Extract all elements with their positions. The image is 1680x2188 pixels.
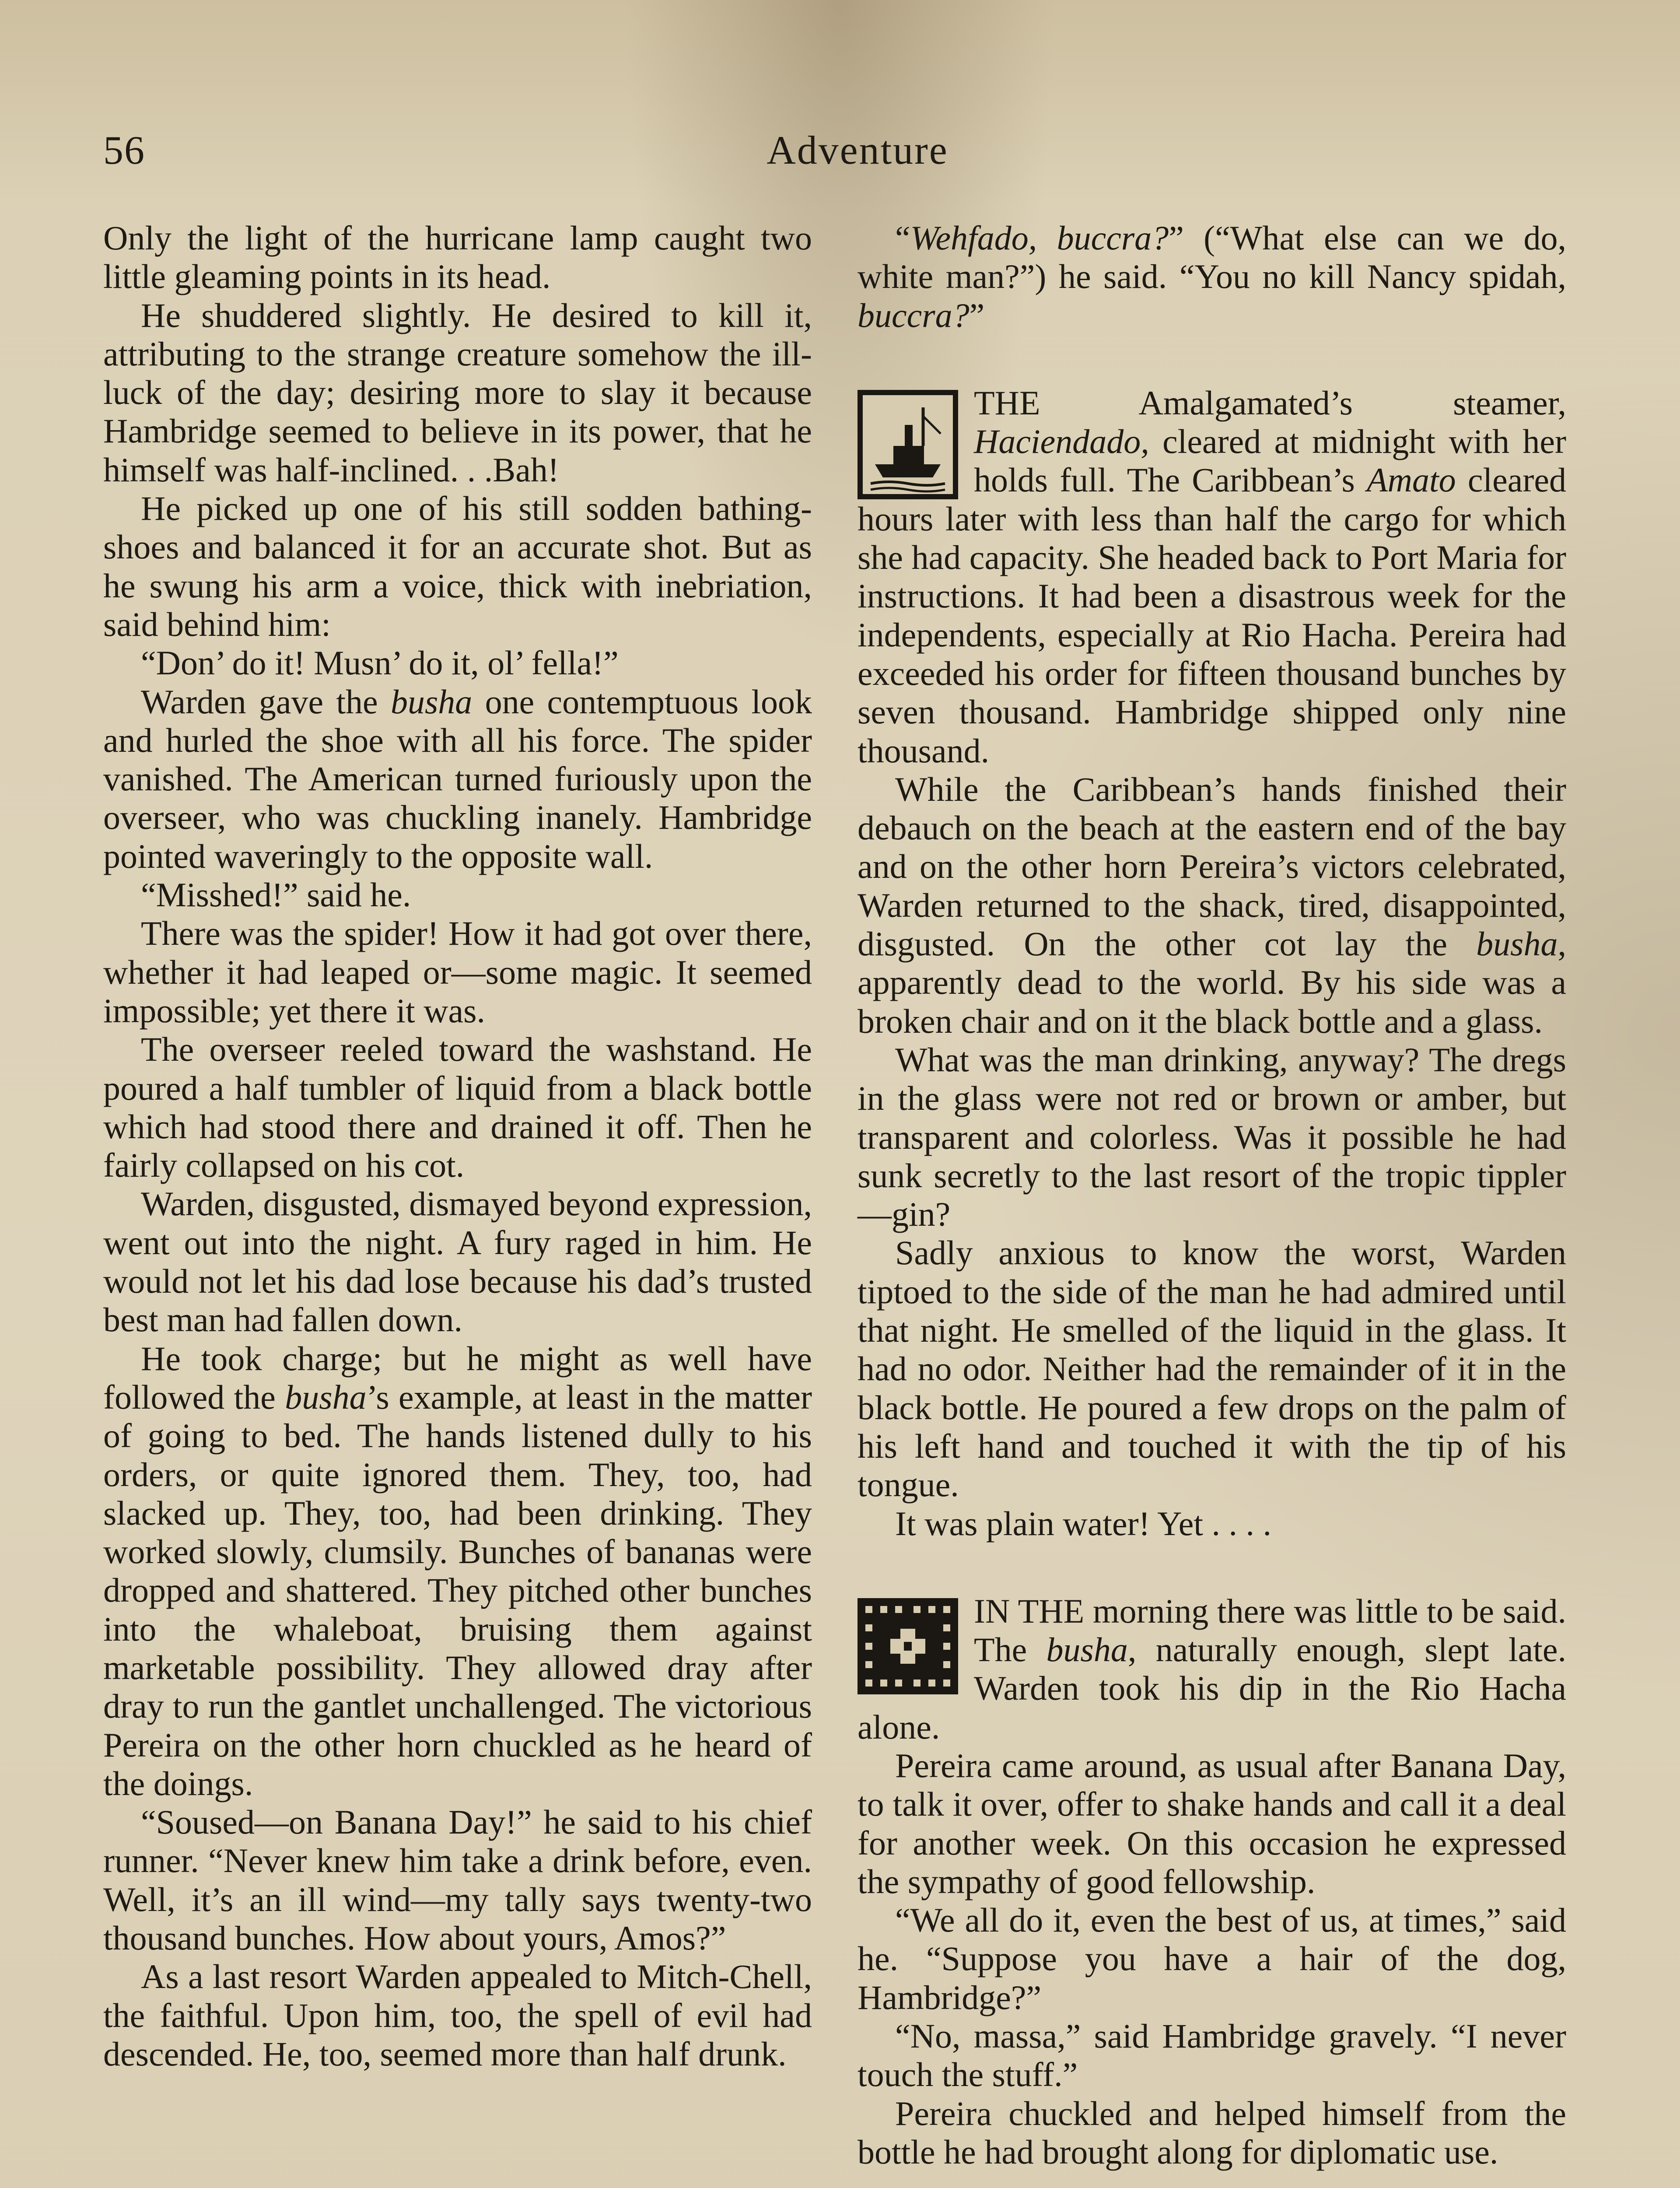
paragraph: While the Caribbean’s hands finished their debauch on the beach at the eastern end of the bay and on the other horn Pereira’s victors celebrated, Warden returned to the shack, tired, disappointed, disgusted. On the other cot lay the busha, apparently dead to the world. By his side was a broken chair and on it the black bottle and a glass.: [858, 770, 1566, 1040]
page-header: [103, 127, 1577, 188]
paragraph: “Soused—on Banana Day!” he said to his chief runner. “Never knew him take a drink before, even. Well, it’s an ill wind—my tally says twenty-two thousand bunches. How about yours, Amos?”: [103, 1803, 812, 1957]
paragraph: As a last resort Warden appealed to Mitch-Chell, the faithful. Upon him, too, the spell of evil had descended. He, too, seemed more than half drunk.: [103, 1957, 812, 2073]
paragraph: Pereira chuckled and helped himself from the bottle he had brought along for diplomatic use.: [858, 2094, 1566, 2171]
paragraph: It was plain water! Yet . . . .: [895, 1504, 1272, 1543]
paragraph: Only the light of the hurricane lamp caught two little gleaming points in its head.: [103, 219, 812, 296]
paragraph: What was the man drinking, anyway? The dregs in the glass were not red or brown or amber, but transparent and colorless. Was it possible he had sunk secretly to the last resort of the tropic tippler—gin?: [858, 1040, 1566, 1234]
magazine-title: Adventure: [766, 128, 948, 172]
paragraph: “Wehfado, buccra?” (“What else can we do, white man?”) he said. “You no kill Nancy spidah, buccra?”: [858, 219, 1566, 334]
paragraph: Warden gave the busha one contemptuous look and hurled the shoe with all his force. The spider vanished. The American turned furiously upon the overseer, who was chuckling inanely. Hambridge pointed waveringly to the opposite wall.: [103, 682, 812, 875]
paragraph: IN THE morning there was little to be said. The busha, naturally enough, slept late. Warden took his dip in the Rio Hacha alone.: [858, 1592, 1566, 1746]
ornament-icon: [858, 1598, 958, 1694]
paragraph: Pereira came around, as usual after Banana Day, to talk it over, offer to shake hands and call it a deal for another week. On this occasion he expressed the sympathy of good fellowship.: [858, 1746, 1566, 1900]
section-two: [858, 384, 1566, 770]
steamer-icon: [858, 390, 958, 499]
paragraph: He shuddered slightly. He desired to kill it, attributing to the strange creature somehow the ill-luck of the day; desiring more to slay it because Hambridge seemed to believe in its power, that he himself was half-inclined. . .Bah!: [103, 296, 812, 489]
section-break: [858, 335, 1566, 384]
paragraph: “We all do it, even the best of us, at times,” said he. “Suppose you have a hair of the dog, Hambridge?”: [858, 1901, 1566, 2016]
left-column: [103, 219, 812, 2073]
section-break: [858, 1543, 1566, 1592]
paragraph: THE Amalgamated’s steamer, Haciendado, cleared at midnight with her holds full. The Caribbean’s Amato cleared hours later with less than half the cargo for which she had capacity. She headed back to Port Maria for instructions. It had been a disastrous week for the independents, especially at Rio Hacha. Pereira had exceeded his order for fifteen thousand bunches by seven thousand. Hambridge shipped only nine thousand.: [858, 383, 1566, 770]
paragraph: He took charge; but he might as well have followed the busha’s example, at least in the matter of going to bed. The hands listened dully to his orders, or quite ignored them. They, too, had slacked up. They, too, had been drinking. They worked slowly, clumsily. Bunches of bananas were dropped and shattered. They pitched other bunches into the whaleboat, bruising them against marketable possibility. They allowed dray after dray to run the gantlet unchallenged. The victorious Pereira on the other horn chuckled as he heard of the doings.: [103, 1339, 812, 1802]
right-column: [858, 219, 1566, 2171]
section-three: [858, 1592, 1566, 1746]
paragraph: There was the spider! How it had got over there, whether it had leaped or—some magic. It seemed impossible; yet there it was.: [103, 914, 812, 1030]
paragraph: Warden, disgusted, dismayed beyond expression, went out into the night. A fury raged in him. He would not let his dad lose because his dad’s trusted best man had fallen down.: [103, 1185, 812, 1339]
paragraph: “Don’ do it! Musn’ do it, ol’ fella!”: [141, 644, 619, 682]
paragraph: The overseer reeled toward the washstand. He poured a half tumbler of liquid from a black bottle which had stood there and drained it off. Then he fairly collapsed on his cot.: [103, 1030, 812, 1185]
paragraph: “Misshed!” said he.: [141, 876, 411, 914]
paragraph: He picked up one of his still sodden bathing-shoes and balanced it for an accurate shot. But as he swung his arm a voice, thick with inebriation, said behind him:: [103, 489, 812, 643]
paragraph: Sadly anxious to know the worst, Warden tiptoed to the side of the man he had admired until that night. He smelled of the liquid in the glass. It had no odor. Neither had the remainder of it in the black bottle. He poured a few drops on the palm of his left hand and touched it with the tip of his tongue.: [858, 1234, 1566, 1504]
paragraph: “No, massa,” said Hambridge gravely. “I never touch the stuff.”: [858, 2017, 1566, 2094]
page-number: 56: [103, 128, 145, 172]
